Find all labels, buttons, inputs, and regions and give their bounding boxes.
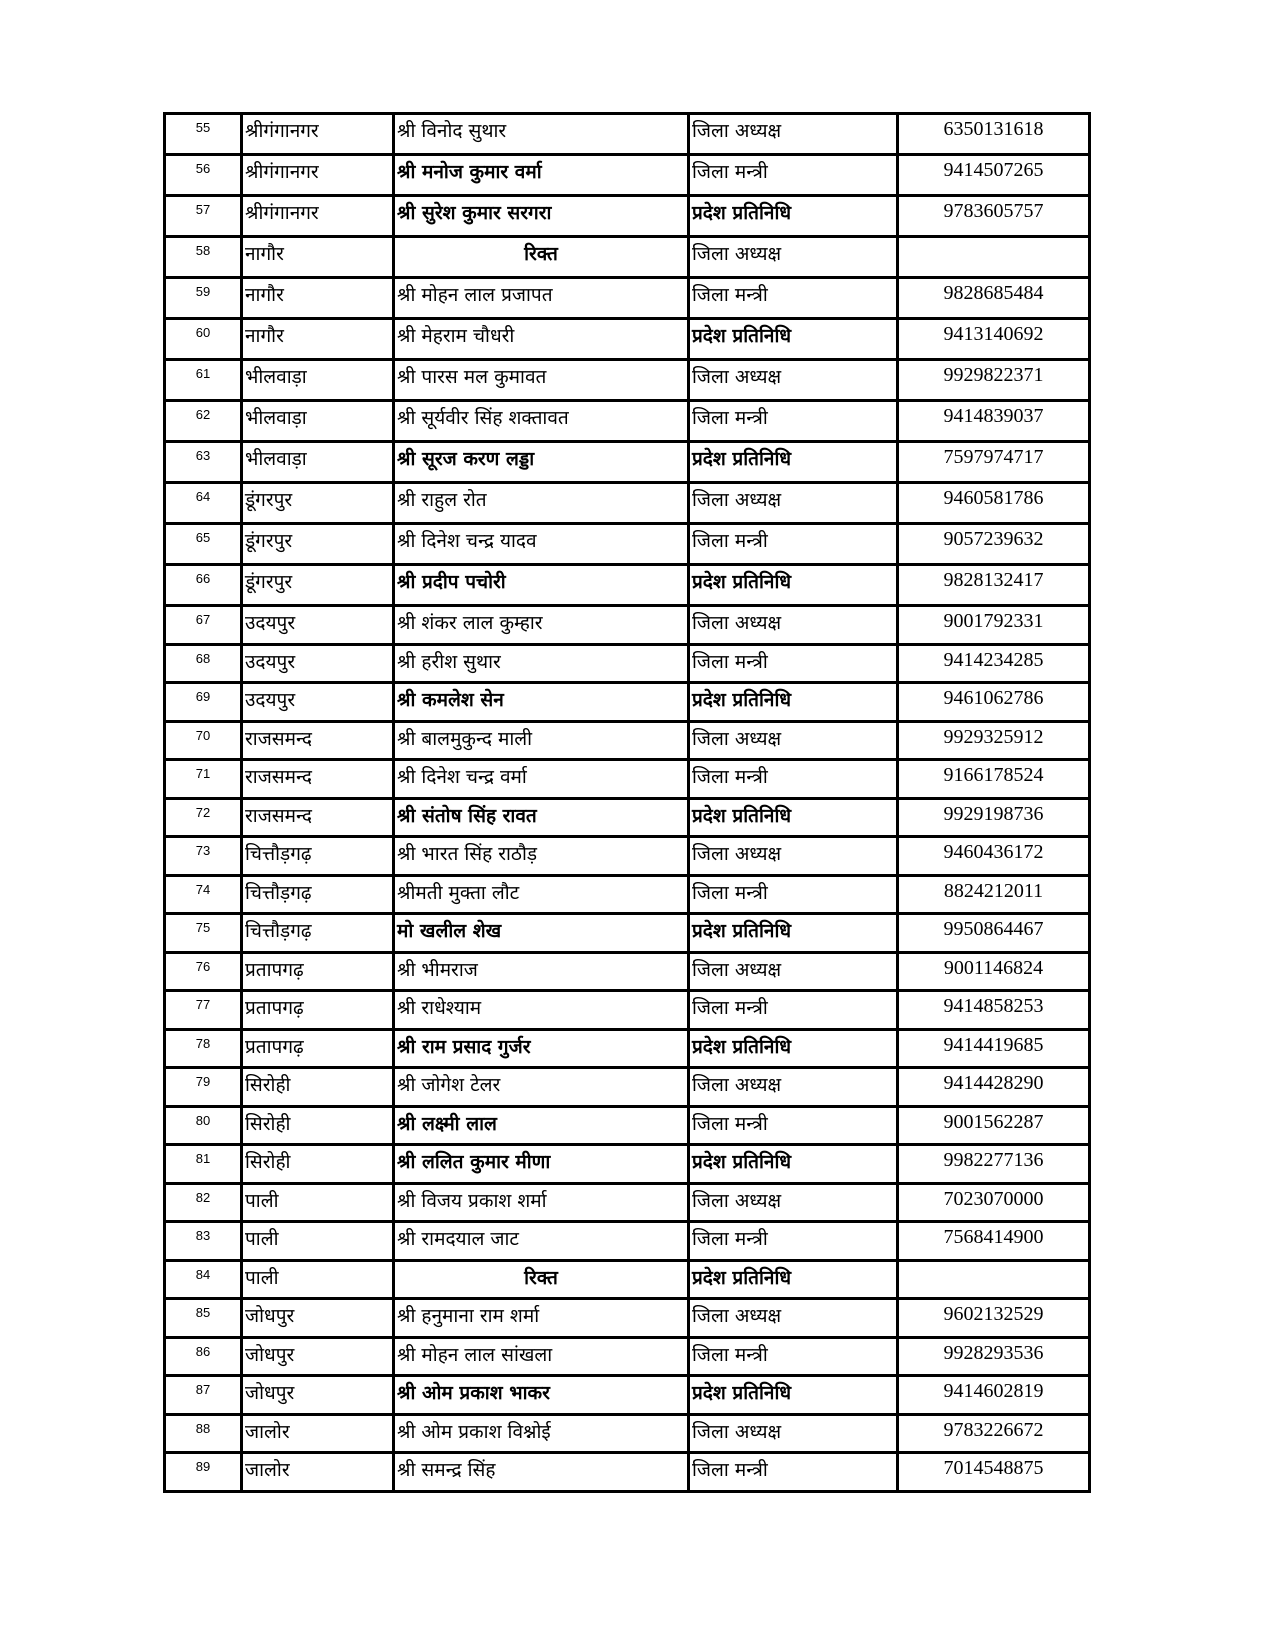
post-cell: प्रदेश प्रतिनिधि (689, 1376, 898, 1415)
district-cell: पाली (242, 1260, 394, 1299)
phone-cell: 9461062786 (898, 683, 1090, 722)
phone-cell: 9929822371 (898, 360, 1090, 401)
serial-number-cell: 57 (165, 196, 242, 237)
phone-cell (898, 1260, 1090, 1299)
serial-number-cell: 62 (165, 401, 242, 442)
post-cell: जिला अध्यक्ष (689, 1068, 898, 1107)
table-row (165, 760, 1090, 799)
district-cell: जोधपुर (242, 1299, 394, 1338)
serial-number-cell: 79 (165, 1068, 242, 1107)
table-row (165, 1222, 1090, 1261)
name-cell: श्री सूरज करण लड्डा (394, 442, 689, 483)
name-cell: श्री भारत सिंह राठौड़ (394, 837, 689, 876)
serial-number-cell: 65 (165, 524, 242, 565)
district-cell: राजसमन्द (242, 798, 394, 837)
district-cell: डूंगरपुर (242, 565, 394, 606)
table-row (165, 914, 1090, 953)
phone-cell: 9602132529 (898, 1299, 1090, 1338)
post-cell: प्रदेश प्रतिनिधि (689, 1145, 898, 1184)
table-row (165, 565, 1090, 606)
district-cell: पाली (242, 1222, 394, 1261)
post-cell: जिला मन्त्री (689, 1222, 898, 1261)
post-cell: जिला अध्यक्ष (689, 360, 898, 401)
table-row (165, 1029, 1090, 1068)
post-cell: प्रदेश प्रतिनिधि (689, 196, 898, 237)
name-cell: श्री विनोद सुथार (394, 114, 689, 155)
post-cell: प्रदेश प्रतिनिधि (689, 683, 898, 722)
phone-cell: 9001792331 (898, 606, 1090, 645)
post-cell: प्रदेश प्रतिनिधि (689, 319, 898, 360)
serial-number-cell: 82 (165, 1183, 242, 1222)
district-cell: डूंगरपुर (242, 524, 394, 565)
name-cell: श्री समन्द्र सिंह (394, 1453, 689, 1492)
serial-number-cell: 78 (165, 1029, 242, 1068)
district-cell: चित्तौड़गढ़ (242, 875, 394, 914)
serial-number-cell: 59 (165, 278, 242, 319)
district-cell: नागौर (242, 278, 394, 319)
table-row (165, 952, 1090, 991)
serial-number-cell: 73 (165, 837, 242, 876)
name-cell: श्री राम प्रसाद गुर्जर (394, 1029, 689, 1068)
district-cell: सिरोही (242, 1145, 394, 1184)
table-row (165, 644, 1090, 683)
table-row (165, 798, 1090, 837)
table-row (165, 721, 1090, 760)
serial-number-cell: 66 (165, 565, 242, 606)
phone-cell: 9414507265 (898, 155, 1090, 196)
table-row (165, 606, 1090, 645)
serial-number-cell: 69 (165, 683, 242, 722)
phone-cell: 9828685484 (898, 278, 1090, 319)
name-cell: श्री बालमुकुन्द माली (394, 721, 689, 760)
table-row (165, 401, 1090, 442)
district-cell: प्रतापगढ़ (242, 991, 394, 1030)
serial-number-cell: 63 (165, 442, 242, 483)
serial-number-cell: 80 (165, 1106, 242, 1145)
name-cell: रिक्त (394, 1260, 689, 1299)
district-cell: श्रीगंगानगर (242, 196, 394, 237)
post-cell: जिला मन्त्री (689, 155, 898, 196)
phone-cell: 9460436172 (898, 837, 1090, 876)
name-cell: श्रीमती मुक्ता लौट (394, 875, 689, 914)
district-cell: भीलवाड़ा (242, 360, 394, 401)
table-body (165, 114, 1090, 1492)
post-cell: जिला अध्यक्ष (689, 952, 898, 991)
phone-cell: 9950864467 (898, 914, 1090, 953)
table-row (165, 1183, 1090, 1222)
name-cell: श्री भीमराज (394, 952, 689, 991)
name-cell: श्री पारस मल कुमावत (394, 360, 689, 401)
name-cell: श्री दिनेश चन्द्र यादव (394, 524, 689, 565)
phone-cell: 8824212011 (898, 875, 1090, 914)
name-cell: श्री कमलेश सेन (394, 683, 689, 722)
serial-number-cell: 76 (165, 952, 242, 991)
name-cell: श्री राधेश्याम (394, 991, 689, 1030)
phone-cell: 7014548875 (898, 1453, 1090, 1492)
phone-cell: 9414858253 (898, 991, 1090, 1030)
district-cell: प्रतापगढ़ (242, 1029, 394, 1068)
phone-cell: 6350131618 (898, 114, 1090, 155)
post-cell: प्रदेश प्रतिनिधि (689, 442, 898, 483)
district-cell: डूंगरपुर (242, 483, 394, 524)
post-cell: प्रदेश प्रतिनिधि (689, 914, 898, 953)
post-cell: जिला अध्यक्ष (689, 1183, 898, 1222)
table-row (165, 875, 1090, 914)
district-cell: पाली (242, 1183, 394, 1222)
name-cell: श्री सूर्यवीर सिंह शक्तावत (394, 401, 689, 442)
district-cell: उदयपुर (242, 683, 394, 722)
post-cell: जिला मन्त्री (689, 1453, 898, 1492)
post-cell: जिला मन्त्री (689, 1337, 898, 1376)
phone-cell: 9414839037 (898, 401, 1090, 442)
serial-number-cell: 55 (165, 114, 242, 155)
name-cell: श्री राहुल रोत (394, 483, 689, 524)
serial-number-cell: 70 (165, 721, 242, 760)
post-cell: जिला मन्त्री (689, 875, 898, 914)
phone-cell: 7568414900 (898, 1222, 1090, 1261)
serial-number-cell: 77 (165, 991, 242, 1030)
table-row (165, 991, 1090, 1030)
table-row (165, 114, 1090, 155)
district-cell: उदयपुर (242, 644, 394, 683)
phone-cell: 7597974717 (898, 442, 1090, 483)
post-cell: प्रदेश प्रतिनिधि (689, 798, 898, 837)
phone-cell (898, 237, 1090, 278)
district-cell: जोधपुर (242, 1337, 394, 1376)
phone-cell: 9057239632 (898, 524, 1090, 565)
name-cell: श्री विजय प्रकाश शर्मा (394, 1183, 689, 1222)
table-row (165, 483, 1090, 524)
post-cell: जिला मन्त्री (689, 644, 898, 683)
phone-cell: 9414602819 (898, 1376, 1090, 1415)
serial-number-cell: 87 (165, 1376, 242, 1415)
name-cell: श्री मनोज कुमार वर्मा (394, 155, 689, 196)
post-cell: प्रदेश प्रतिनिधि (689, 1260, 898, 1299)
district-cell: जोधपुर (242, 1376, 394, 1415)
serial-number-cell: 64 (165, 483, 242, 524)
table-row (165, 237, 1090, 278)
serial-number-cell: 58 (165, 237, 242, 278)
table-row (165, 1376, 1090, 1415)
office-bearers-table (163, 112, 1091, 1493)
table-row (165, 319, 1090, 360)
table-row (165, 1337, 1090, 1376)
name-cell: रिक्त (394, 237, 689, 278)
phone-cell: 7023070000 (898, 1183, 1090, 1222)
serial-number-cell: 83 (165, 1222, 242, 1261)
district-cell: सिरोही (242, 1068, 394, 1107)
name-cell: श्री मोहन लाल प्रजापत (394, 278, 689, 319)
post-cell: जिला अध्यक्ष (689, 1299, 898, 1338)
serial-number-cell: 72 (165, 798, 242, 837)
phone-cell: 9001146824 (898, 952, 1090, 991)
serial-number-cell: 88 (165, 1414, 242, 1453)
post-cell: जिला अध्यक्ष (689, 721, 898, 760)
district-cell: नागौर (242, 237, 394, 278)
phone-cell: 9166178524 (898, 760, 1090, 799)
serial-number-cell: 86 (165, 1337, 242, 1376)
name-cell: श्री हनुमाना राम शर्मा (394, 1299, 689, 1338)
post-cell: जिला मन्त्री (689, 401, 898, 442)
table-row (165, 524, 1090, 565)
post-cell: प्रदेश प्रतिनिधि (689, 565, 898, 606)
table-row (165, 1414, 1090, 1453)
table-row (165, 360, 1090, 401)
phone-cell: 9783226672 (898, 1414, 1090, 1453)
post-cell: जिला मन्त्री (689, 1106, 898, 1145)
post-cell: जिला अध्यक्ष (689, 114, 898, 155)
table-row (165, 1299, 1090, 1338)
serial-number-cell: 60 (165, 319, 242, 360)
phone-cell: 9460581786 (898, 483, 1090, 524)
district-cell: नागौर (242, 319, 394, 360)
phone-cell: 9982277136 (898, 1145, 1090, 1184)
name-cell: मो खलील शेख (394, 914, 689, 953)
district-cell: चित्तौड़गढ़ (242, 837, 394, 876)
name-cell: श्री दिनेश चन्द्र वर्मा (394, 760, 689, 799)
phone-cell: 9001562287 (898, 1106, 1090, 1145)
district-cell: राजसमन्द (242, 721, 394, 760)
post-cell: जिला अध्यक्ष (689, 237, 898, 278)
district-cell: राजसमन्द (242, 760, 394, 799)
district-cell: जालोर (242, 1453, 394, 1492)
phone-cell: 9414428290 (898, 1068, 1090, 1107)
name-cell: श्री मेहराम चौधरी (394, 319, 689, 360)
serial-number-cell: 67 (165, 606, 242, 645)
district-cell: भीलवाड़ा (242, 401, 394, 442)
phone-cell: 9414234285 (898, 644, 1090, 683)
serial-number-cell: 75 (165, 914, 242, 953)
name-cell: श्री शंकर लाल कुम्हार (394, 606, 689, 645)
table-row (165, 155, 1090, 196)
district-cell: सिरोही (242, 1106, 394, 1145)
district-cell: प्रतापगढ़ (242, 952, 394, 991)
serial-number-cell: 81 (165, 1145, 242, 1184)
name-cell: श्री लक्ष्मी लाल (394, 1106, 689, 1145)
district-cell: श्रीगंगानगर (242, 114, 394, 155)
table-row (165, 1106, 1090, 1145)
post-cell: जिला मन्त्री (689, 278, 898, 319)
post-cell: प्रदेश प्रतिनिधि (689, 1029, 898, 1068)
table-row (165, 1145, 1090, 1184)
post-cell: जिला अध्यक्ष (689, 606, 898, 645)
table-row (165, 278, 1090, 319)
name-cell: श्री संतोष सिंह रावत (394, 798, 689, 837)
phone-cell: 9929198736 (898, 798, 1090, 837)
serial-number-cell: 56 (165, 155, 242, 196)
table-row (165, 196, 1090, 237)
serial-number-cell: 74 (165, 875, 242, 914)
post-cell: जिला मन्त्री (689, 760, 898, 799)
district-cell: भीलवाड़ा (242, 442, 394, 483)
table-row (165, 442, 1090, 483)
name-cell: श्री ललित कुमार मीणा (394, 1145, 689, 1184)
name-cell: श्री मोहन लाल सांखला (394, 1337, 689, 1376)
phone-cell: 9413140692 (898, 319, 1090, 360)
table-row (165, 1068, 1090, 1107)
table-row (165, 1260, 1090, 1299)
name-cell: श्री हरीश सुथार (394, 644, 689, 683)
serial-number-cell: 84 (165, 1260, 242, 1299)
table-row (165, 1453, 1090, 1492)
serial-number-cell: 89 (165, 1453, 242, 1492)
serial-number-cell: 68 (165, 644, 242, 683)
serial-number-cell: 61 (165, 360, 242, 401)
phone-cell: 9414419685 (898, 1029, 1090, 1068)
district-cell: चित्तौड़गढ़ (242, 914, 394, 953)
serial-number-cell: 71 (165, 760, 242, 799)
serial-number-cell: 85 (165, 1299, 242, 1338)
name-cell: श्री रामदयाल जाट (394, 1222, 689, 1261)
name-cell: श्री ओम प्रकाश विश्नोई (394, 1414, 689, 1453)
post-cell: जिला अध्यक्ष (689, 837, 898, 876)
table-row (165, 683, 1090, 722)
district-cell: उदयपुर (242, 606, 394, 645)
name-cell: श्री ओम प्रकाश भाकर (394, 1376, 689, 1415)
post-cell: जिला मन्त्री (689, 991, 898, 1030)
post-cell: जिला अध्यक्ष (689, 483, 898, 524)
phone-cell: 9928293536 (898, 1337, 1090, 1376)
name-cell: श्री सुरेश कुमार सरगरा (394, 196, 689, 237)
phone-cell: 9828132417 (898, 565, 1090, 606)
district-cell: जालोर (242, 1414, 394, 1453)
name-cell: श्री प्रदीप पचोरी (394, 565, 689, 606)
post-cell: जिला मन्त्री (689, 524, 898, 565)
district-cell: श्रीगंगानगर (242, 155, 394, 196)
name-cell: श्री जोगेश टेलर (394, 1068, 689, 1107)
post-cell: जिला अध्यक्ष (689, 1414, 898, 1453)
phone-cell: 9783605757 (898, 196, 1090, 237)
phone-cell: 9929325912 (898, 721, 1090, 760)
table-row (165, 837, 1090, 876)
